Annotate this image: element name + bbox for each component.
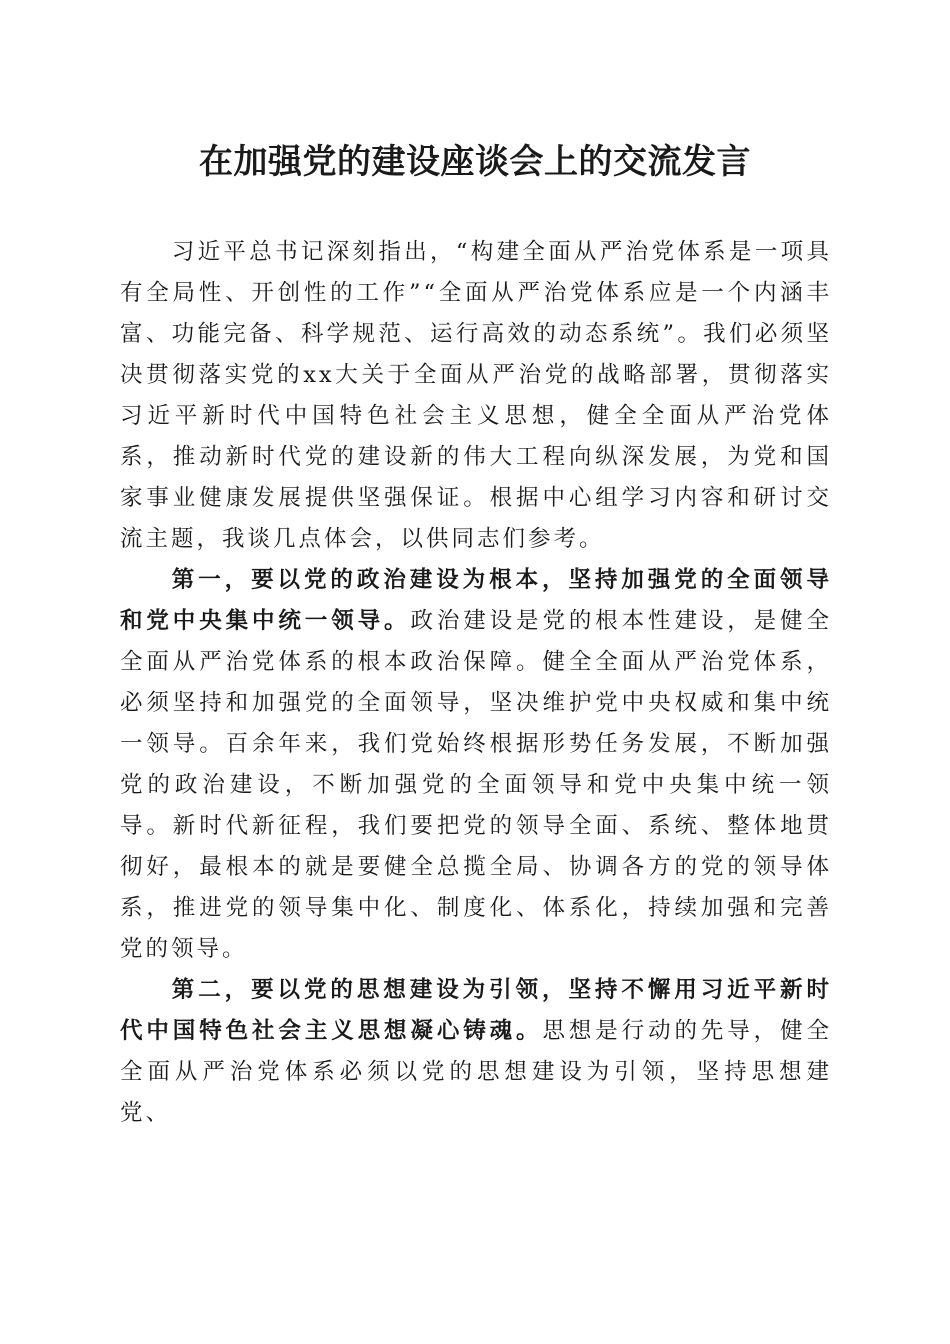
paragraph-text: 政治建设是党的根本性建设，是健全全面从严治党体系的根本政治保障。健全全面从严治党体系，必须坚持和加强党的全面领导，坚决维护党中央权威和集中统一领导。百余年来，我们党始终根据形势任务发展，不断加强党的政治建设，不断加强党的全面领导和党中央集中统一领导。新时代新征程，我们要把党的领导全面、系统、整体地贯彻好，最根本的就是要健全总揽全局、协调各方的党的领导体系，推进党的领导集中化、制度化、体系化，持续加强和完善党的领导。 — [120, 608, 832, 962]
paragraph-point-two — [120, 970, 832, 1134]
document-title: 在加强党的建设座谈会上的交流发言 — [199, 142, 751, 182]
paragraph-point-one — [120, 560, 832, 970]
paragraph-lead: 第二，要以党的思想建设为引领，坚持不懈用习近平新时代中国特色社会主义思想凝心铸魂。 — [120, 977, 832, 1044]
paragraph-lead: 第一，要以党的政治建设为根本，坚持加强党的全面领导和党中央集中统一领导。 — [120, 567, 832, 634]
document-body — [120, 232, 832, 1134]
paragraph-intro — [120, 232, 832, 560]
paragraph-text: 思想是行动的先导，健全全面从严治党体系必须以党的思想建设为引领，坚持思想建党、 — [120, 1018, 832, 1126]
paragraph-text: 习近平总书记深刻指出，“构建全面从严治党体系是一项具有全局性、开创性的工作”“全面从严治党体系应是一个内涵丰富、功能完备、科学规范、运行高效的动态系统”。我们必须坚决贯彻落实党的xx大关于全面从严治党的战略部署，贯彻落实习近平新时代中国特色社会主义思想，健全全面从严治党体系，推动新时代党的建设新的伟大工程向纵深发展，为党和国家事业健康发展提供坚强保证。根据中心组学习内容和研讨交流主题，我谈几点体会，以供同志们参考。 — [120, 239, 832, 552]
